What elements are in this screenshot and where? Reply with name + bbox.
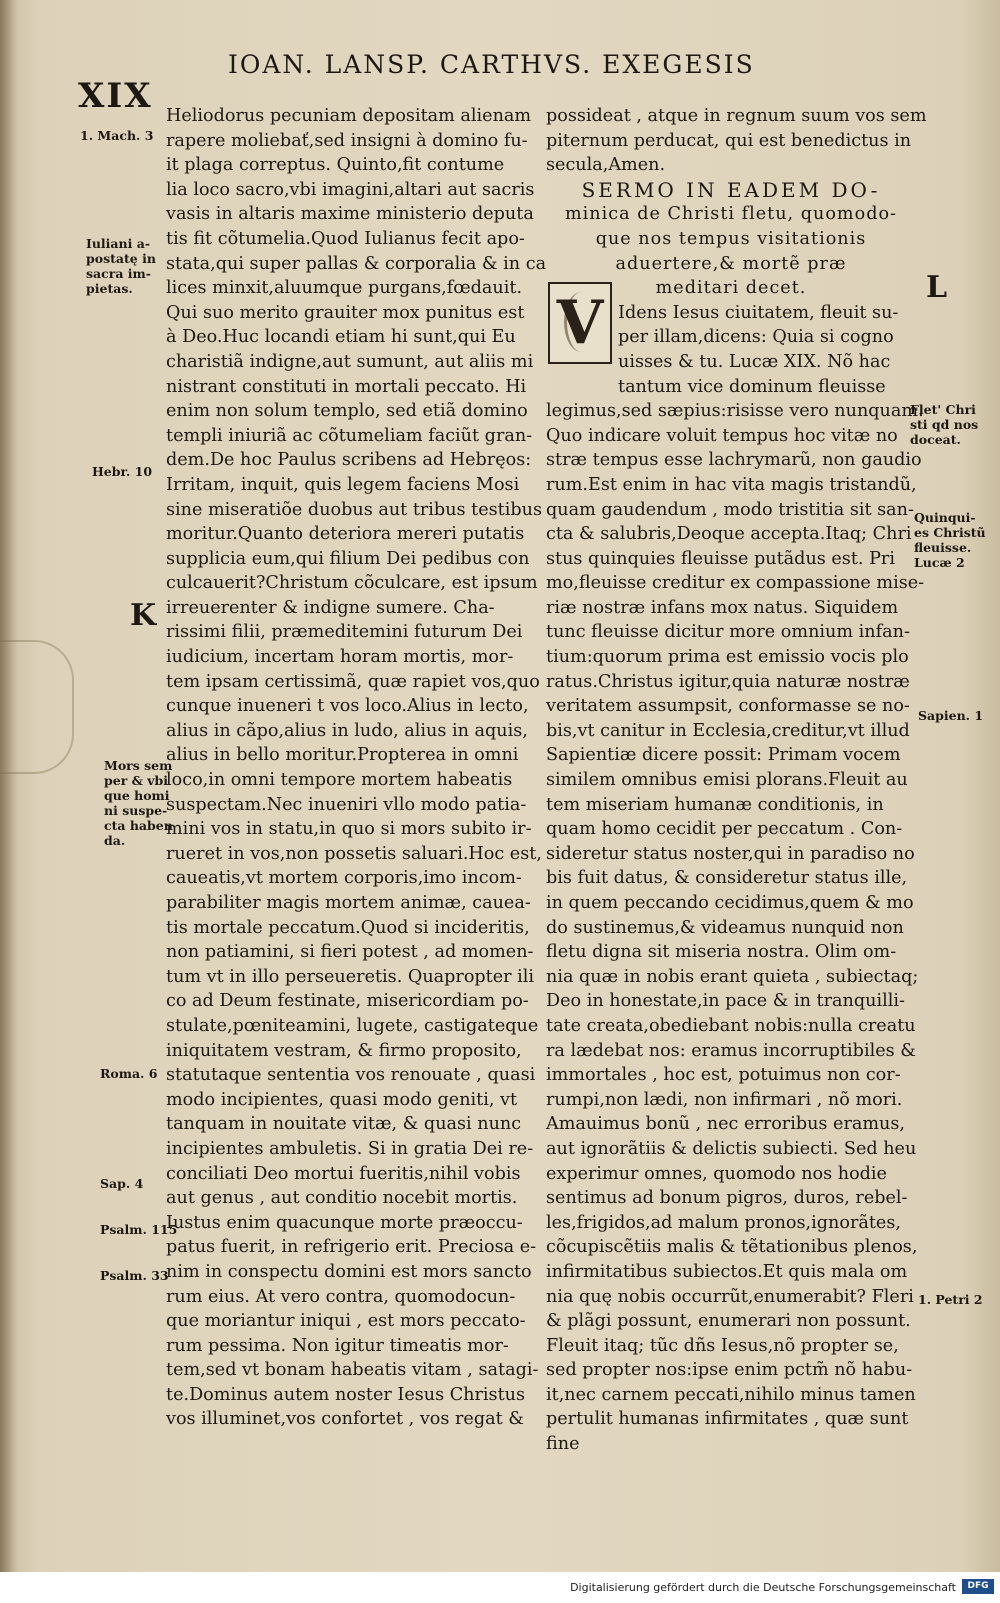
margin-note-line: Lucæ 2 xyxy=(914,555,965,570)
running-head: IOAN. LANSP. CARTHVS. EXEGESIS xyxy=(228,50,755,79)
text-line: stus quinquies fleuisse putãdus est. Pri xyxy=(546,548,895,569)
sermon-title-line: minica de Christi fletu, quomodo- xyxy=(564,204,898,225)
text-line: mo,fleuisse creditur ex compassione mise- xyxy=(546,573,925,594)
text-line: supplicia eum,qui filium Dei pedibus con xyxy=(166,548,530,569)
margin-note-line: cta haben xyxy=(104,818,173,833)
margin-note-line: ni suspe- xyxy=(104,803,168,818)
margin-note-hebr: Hebr. 10 xyxy=(92,464,153,479)
digitization-footer xyxy=(0,1572,1000,1603)
text-line: conciliati Deo mortui fueritis,nihil vobis xyxy=(166,1163,521,1184)
margin-note-mach: 1. Mach. 3 xyxy=(80,128,154,143)
sermon-title-line: que nos tempus visitationis xyxy=(595,228,867,249)
text-line: statutaque sententia vos renouate , quasi xyxy=(166,1065,536,1086)
margin-note-line: Iuliani a- xyxy=(86,236,151,251)
text-line: fletu digna sit miseria nostra. Olim om- xyxy=(546,942,897,963)
margin-note-line: pietas. xyxy=(86,281,133,296)
margin-note-line: fleuisse. xyxy=(914,540,972,555)
text-line: lia loco sacro,vbi imagini,altari aut sacris xyxy=(166,179,535,200)
text-line: rum.Est enim in hac vita magis tristandũ, xyxy=(546,474,917,495)
text-line: stata,qui super pallas & corporalia & in ca xyxy=(166,253,547,274)
margin-note-line: Mors sem xyxy=(104,758,173,773)
footer-credit: Digitalisierung gefördert durch die Deutsche Forschungsgemeinschaft xyxy=(570,1581,956,1594)
text-line: similem omnibus emisi plorans.Fleuit au xyxy=(546,770,908,791)
folio-number: XIX xyxy=(78,76,153,116)
margin-note-line: doceat. xyxy=(910,432,961,447)
text-line: secula,Amen. xyxy=(546,155,666,176)
text-line: infirmitatibus subiectos.Et quis mala om xyxy=(546,1261,908,1282)
margin-note-line: sti qd nos xyxy=(910,417,979,432)
text-line: Qui suo merito grauiter mox punitus est xyxy=(166,302,525,323)
text-line: templi iniuriã ac cõtumeliam faciũt gran- xyxy=(166,425,533,446)
text-line: suspectam.Nec inueniri vllo modo patia- xyxy=(166,794,527,815)
text-line: quam homo cecidit per peccatum . Con- xyxy=(546,819,903,840)
text-line: in quem peccando cecidimus,quem & mo xyxy=(546,893,914,913)
text-line: cta & salubris,Deoque accepta.Itaq; Chri xyxy=(546,524,912,545)
text-line: per illam,dicens: Quia si cogno xyxy=(618,327,894,348)
margin-note-line: postatę in xyxy=(86,251,156,266)
margin-note-line: es Christũ xyxy=(914,525,986,540)
text-line: Sapientiæ dicere possit: Primam vocem xyxy=(546,745,901,766)
sermon-title-line: SERMO IN EADEM DO- xyxy=(581,177,881,202)
text-line: pertulit humanas infirmitates , quæ sunt xyxy=(546,1409,909,1430)
text-line: rissimi filii, præmeditemini futurum Dei xyxy=(166,622,523,643)
text-line: ra lædebat nos: eramus incorruptibiles & xyxy=(546,1040,916,1061)
text-line: bis fuit datus, & consideretur status ille, xyxy=(546,868,908,889)
text-line: mini vos in statu,in quo si mors subito ir- xyxy=(166,819,532,840)
text-line: piternum perducat, qui est benedictus in xyxy=(546,130,912,151)
sermon-title-line: meditari decet. xyxy=(655,278,807,299)
text-line: sed propter nos:ipse enim pctm̃ nõ habu- xyxy=(546,1360,913,1381)
sermon-title-line: aduertere,& mortẽ præ xyxy=(615,253,847,274)
text-line: Quo indicare voluit tempus hoc vitæ no xyxy=(546,425,898,446)
text-line: tunc fleuisse dicitur more omnium infan- xyxy=(546,622,910,643)
text-line: quam gaudendum , modo tristitia sit san- xyxy=(546,499,914,520)
margin-note-psalm33: Psalm. 33 xyxy=(100,1268,169,1283)
initial-letter: V xyxy=(556,288,604,358)
section-letter-k: K xyxy=(130,598,157,633)
text-line: alius in bello moritur.Propterea in omni xyxy=(166,745,519,766)
text-line: cõcupiscẽtiis malis & tẽtationibus plenos, xyxy=(546,1237,918,1258)
text-line: tem,sed vt bonam habeatis vitam , satagi- xyxy=(166,1360,539,1381)
text-line: Deo in honestate,in pace & in tranquilli- xyxy=(546,991,905,1012)
margin-note-psalm115: Psalm. 115 xyxy=(100,1222,178,1237)
margin-note-line: que homi xyxy=(104,788,170,803)
text-line: sine miseratiõe duobus aut tribus testibus xyxy=(166,499,542,520)
text-line: veritatem assumpsit, conformasse se no- xyxy=(546,696,910,717)
text-line: co ad Deum festinate, misericordiam po- xyxy=(166,991,529,1012)
text-line: uisses & tu. Lucæ XIX. Nõ hac xyxy=(618,351,891,372)
text-line: stulate,pœniteamini, lugete, castigateque xyxy=(166,1015,539,1036)
margin-note-quinquies xyxy=(914,510,986,570)
text-line: possideat , atque in regnum suum vos sem xyxy=(546,106,927,126)
text-line: iniquitatem vestram, & firmo proposito, xyxy=(166,1040,522,1061)
text-line: aut genus , aut conditio nocebit mortis. xyxy=(166,1188,518,1209)
text-line: Irritam, inquit, quis legem faciens Mosi xyxy=(166,474,520,495)
spine-shadow xyxy=(0,0,18,1572)
margin-note-line: per & vbi xyxy=(104,773,169,788)
text-line: immortales , hoc est, potuimus non cor- xyxy=(546,1065,901,1086)
text-line: riæ nostræ infans mox natus. Siquidem xyxy=(546,597,899,618)
text-line: tum vt in illo perseueretis. Quapropter ili xyxy=(166,966,535,987)
text-line: moritur.Quanto deteriora mereri putatis xyxy=(166,524,525,545)
text-line: modo incipientes, quasi modo geniti, vt xyxy=(166,1089,518,1110)
text-line: nistrant constituti in mortali peccato. Hi xyxy=(166,376,527,397)
text-line: non patiamini, si fieri potest , ad momen- xyxy=(166,942,534,963)
text-line: irreuerenter & indigne sumere. Cha- xyxy=(166,597,495,618)
text-line: les,frigidos,ad malum pronos,ignorãtes, xyxy=(546,1212,901,1233)
text-line: fine xyxy=(546,1434,580,1455)
text-line: incipientes ambuletis. Si in gratia Dei re- xyxy=(166,1138,534,1159)
text-line: caueatis,vt mortem corporis,imo incom- xyxy=(166,868,522,889)
text-line: dem.De hoc Paulus scribens ad Hebręos: xyxy=(166,450,532,471)
text-line: experimur omnes, quomodo nos hodie xyxy=(546,1163,887,1184)
text-line: stræ tempus esse lachrymarũ, non gaudio xyxy=(546,450,922,471)
text-line: Idens Iesus ciuitatem, fleuit su- xyxy=(618,302,899,323)
text-line: rumpi,non lædi, non infirmari , nõ mori. xyxy=(546,1089,903,1110)
page-fold xyxy=(0,640,74,774)
text-line: nia quæ in nobis erant quieta , subiectaq; xyxy=(546,966,919,987)
text-line: rum eius. At vero contra, quomodocun- xyxy=(166,1286,516,1307)
margin-note-fletus xyxy=(910,402,978,447)
text-line: Fleuit itaq; tũc dñs Iesus,nõ propter se, xyxy=(546,1335,899,1356)
decorated-initial xyxy=(548,282,612,364)
text-line: Heliodorus pecuniam depositam alienam xyxy=(166,106,532,126)
dfg-logo: DFG xyxy=(962,1579,994,1594)
margin-note-sapien: Sapien. 1 xyxy=(918,708,984,723)
text-line: parabiliter magis mortem animæ, cauea- xyxy=(166,893,531,913)
text-line: alius in cãpo,alius in ludo, alius in aquis, xyxy=(166,720,528,741)
text-line: iudicium, incertam horam mortis, mor- xyxy=(166,647,514,668)
text-line: nia quę nobis occurrũt,enumerabit? Fleri xyxy=(546,1286,914,1307)
margin-note-roma: Roma. 6 xyxy=(100,1066,158,1081)
margin-note-line: sacra im- xyxy=(86,266,151,281)
left-text-column xyxy=(166,104,547,1432)
text-line: culcauerit?Christum cõculcare, est ipsum xyxy=(166,573,538,594)
text-line: sentimus ad bonum pigros, duros, rebel- xyxy=(546,1188,908,1209)
text-line: nim in conspectu domini est mors sancto xyxy=(166,1261,532,1282)
text-line: tanquam in nouitate vitæ, & quasi nunc xyxy=(166,1114,522,1135)
margin-note-iuliani xyxy=(86,236,156,296)
text-line: sideretur status noster,qui in paradiso no xyxy=(546,843,915,864)
text-line: tis mortale peccatum.Quod si incideritis, xyxy=(166,917,530,938)
text-line: rapere moliebať,sed insigni à domino fu- xyxy=(166,130,528,151)
text-line: & plãgi possunt, enumerari non possunt. xyxy=(546,1311,911,1332)
text-line: patus fuerit, in refrigerio erit. Preciosa e- xyxy=(166,1237,537,1258)
text-line: vos illuminet,vos confortet , vos regat & xyxy=(166,1409,524,1430)
text-line: it,nec carnem peccati,nihilo minus tamen xyxy=(546,1384,916,1405)
text-line: tantum vice dominum fleuisse xyxy=(618,376,886,397)
text-line: tate creata,obediebant nobis:nulla creatu xyxy=(546,1015,916,1036)
text-line: tium:quorum prima est emissio vocis plo xyxy=(546,647,909,668)
text-line: que moriantur iniqui , est mors peccato- xyxy=(166,1311,526,1332)
text-line: aut ignorãtiis & delictis subiecti. Sed heu xyxy=(546,1138,917,1159)
text-line: bis,vt canitur in Ecclesia,creditur,vt illud xyxy=(546,720,910,741)
text-line: loco,in omni tempore mortem habeatis xyxy=(166,770,513,791)
text-line: do sustinemus,& videamus nunquid non xyxy=(546,917,904,938)
text-line: rum pessima. Non igitur timeatis mor- xyxy=(166,1335,509,1356)
text-line: te.Dominus autem noster Iesus Christus xyxy=(166,1384,526,1405)
text-line: cunque inueneri t vos loco.Alius in lecto, xyxy=(166,696,529,717)
text-line: rueret in vos,non possetis saluari.Hoc est, xyxy=(166,843,542,864)
text-line: tem miseriam humanæ conditionis, in xyxy=(546,794,884,815)
margin-note-line: da. xyxy=(104,833,126,848)
text-line: à Deo.Huc locandi etiam hi sunt,qui Eu xyxy=(166,327,516,348)
text-line: it plaga correptus. Quinto,fit contume xyxy=(166,155,505,176)
text-line: vasis in altaris maxime ministerio deputa xyxy=(166,204,534,225)
text-line: tis fit cõtumelia.Quod Iulianus fecit apo- xyxy=(166,228,525,249)
text-line: tem ipsam certissimã, quæ rapiet vos,quo xyxy=(166,671,540,692)
text-line: Iustus enim quacunque morte præoccu- xyxy=(166,1212,523,1233)
margin-note-petri: 1. Petri 2 xyxy=(918,1292,983,1307)
margin-note-line: Quinqui- xyxy=(914,510,976,525)
margin-note-mors xyxy=(104,758,173,848)
text-line: lices minxit,aluumque purgans,fœdauit. xyxy=(166,278,523,299)
margin-note-line: Flet' Chri xyxy=(910,402,976,417)
margin-note-sap4: Sap. 4 xyxy=(100,1176,144,1191)
text-line: Amauimus bonũ , nec erroribus eramus, xyxy=(546,1114,905,1135)
text-line: enim non solum templo, sed etiã domino xyxy=(166,401,528,422)
text-line: legimus,sed sæpius:risisse vero nunquam. xyxy=(546,401,924,422)
text-line: charistiã indigne,aut sumunt, aut aliis mi xyxy=(166,351,534,372)
section-letter-l: L xyxy=(926,270,948,305)
text-line: ratus.Christus igitur,quia naturæ nostræ xyxy=(546,671,910,692)
